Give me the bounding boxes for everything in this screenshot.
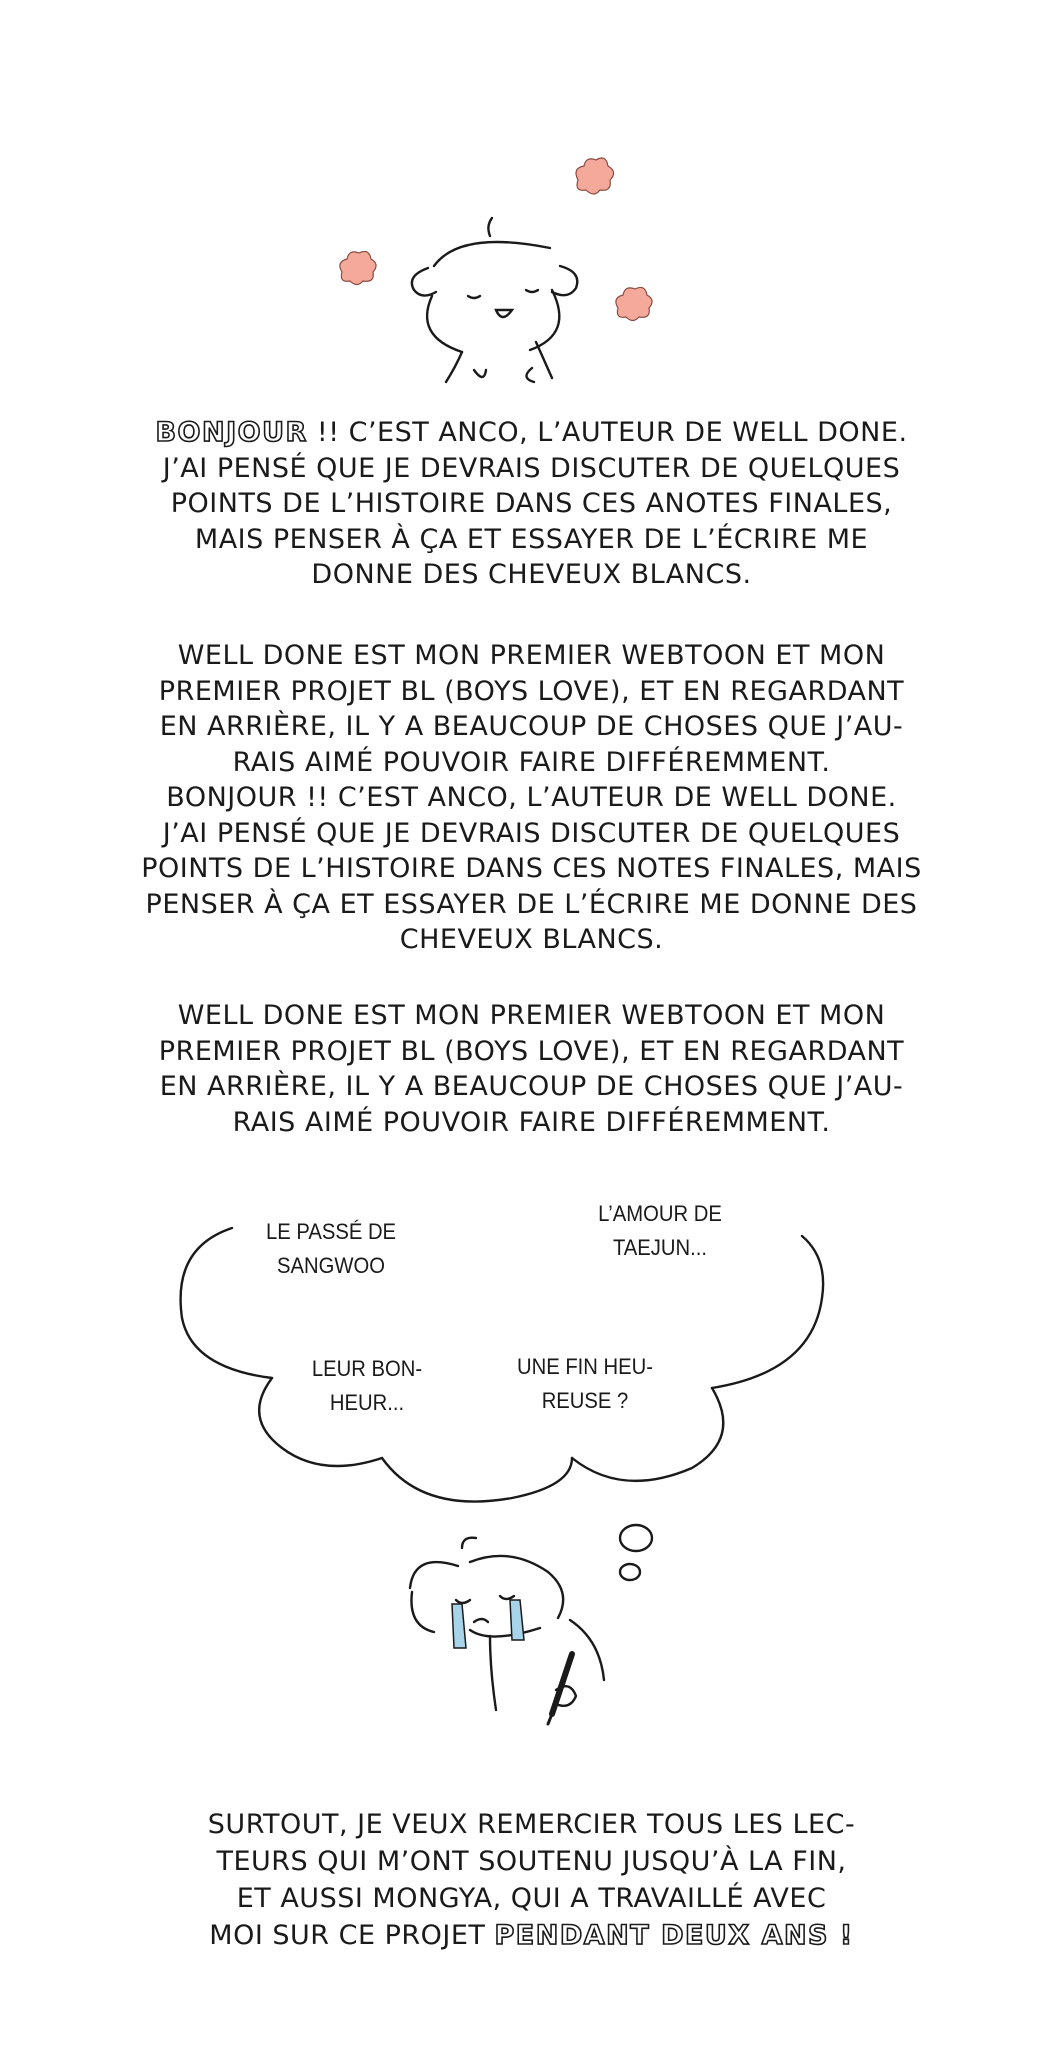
thought-item-love-line-1: L’AMOUR DE bbox=[598, 1201, 722, 1226]
thought-item-ending bbox=[502, 1350, 668, 1418]
thought-item-love-line-2: TAEJUN... bbox=[612, 1235, 708, 1260]
thought-item-past bbox=[244, 1215, 419, 1283]
para2-line-2: PREMIER PROJET BL (BOYS LOVE), ET EN REGARDANT bbox=[158, 675, 905, 707]
closing-emphasis: PENDANT DEUX ANS ! bbox=[494, 1920, 854, 1951]
para2-line-5: BONJOUR !! C’EST ANCO, L’AUTEUR DE WELL DONE. bbox=[166, 782, 897, 813]
para2-line-3: EN ARRIÈRE, IL Y A BEAUCOUP DE CHOSES QUE J’AU- bbox=[159, 711, 904, 742]
closing-line-3: ET AUSSI MONGYA, QUI A TRAVAILLÉ AVEC bbox=[236, 1883, 827, 1914]
closing-line-2: TEURS QUI M’ONT SOUTENU JUSQU’À LA FIN, bbox=[216, 1846, 847, 1877]
tears-icon bbox=[452, 1600, 524, 1648]
para3-line-3: EN ARRIÈRE, IL Y A BEAUCOUP DE CHOSES QUE J’AU- bbox=[159, 1071, 904, 1102]
para3-line-2: PREMIER PROJET BL (BOYS LOVE), ET EN REGARDANT bbox=[158, 1035, 905, 1067]
thought-item-happiness bbox=[289, 1352, 445, 1420]
intro-line-4: MAIS PENSER À ÇA ET ESSAYER DE L’ÉCRIRE ME bbox=[194, 523, 869, 555]
closing-line-1: SURTOUT, JE VEUX REMERCIER TOUS LES LEC- bbox=[207, 1809, 856, 1840]
thought-item-past-line-1: LE PASSÉ DE bbox=[265, 1219, 397, 1244]
intro-line-2: J’AI PENSÉ QUE JE DEVRAIS DISCUTER DE QUELQUES bbox=[162, 452, 901, 484]
para3-line-4: RAIS AIMÉ POUVOIR FAIRE DIFFÉREMMENT. bbox=[232, 1106, 831, 1138]
thought-item-ending-line-2: REUSE ? bbox=[541, 1388, 629, 1413]
pen-icon bbox=[548, 1654, 576, 1724]
thought-item-past-line-2: SANGWOO bbox=[277, 1253, 385, 1278]
thought-item-happiness-line-1: LEUR BON- bbox=[311, 1356, 423, 1381]
para2-line-7: POINTS DE L’HISTOIRE DANS CES NOTES FINALES, MAIS bbox=[141, 853, 922, 884]
thought-item-love bbox=[573, 1197, 748, 1265]
greeting-word: BONJOUR bbox=[155, 417, 308, 448]
para2-line-1: WELL DONE EST MON PREMIER WEBTOON ET MON bbox=[177, 640, 886, 671]
intro-line-5: DONNE DES CHEVEUX BLANCS. bbox=[311, 559, 752, 590]
thought-item-ending-line-1: UNE FIN HEU- bbox=[516, 1354, 654, 1379]
para2-line-4: RAIS AIMÉ POUVOIR FAIRE DIFFÉREMMENT. bbox=[232, 746, 831, 778]
para2-line-8: PENSER À ÇA ET ESSAYER DE L’ÉCRIRE ME DONNE DES bbox=[145, 888, 918, 920]
thought-item-happiness-line-2: HEUR... bbox=[329, 1390, 405, 1415]
para2-line-9: CHEVEUX BLANCS. bbox=[399, 924, 664, 955]
closing-paragraph bbox=[0, 1806, 1063, 1954]
intro-line-3: POINTS DE L’HISTOIRE DANS CES ANOTES FINALES, bbox=[170, 488, 893, 519]
closing-line-4: MOI SUR CE PROJET bbox=[209, 1920, 495, 1951]
intro-line-1: !! C’EST ANCO, L’AUTEUR DE WELL DONE. bbox=[307, 417, 908, 448]
crying-creature-icon bbox=[410, 1538, 604, 1710]
para3-line-1: WELL DONE EST MON PREMIER WEBTOON ET MON bbox=[177, 1000, 886, 1031]
para2-line-6: J’AI PENSÉ QUE JE DEVRAIS DISCUTER DE QUELQUES bbox=[162, 817, 901, 849]
